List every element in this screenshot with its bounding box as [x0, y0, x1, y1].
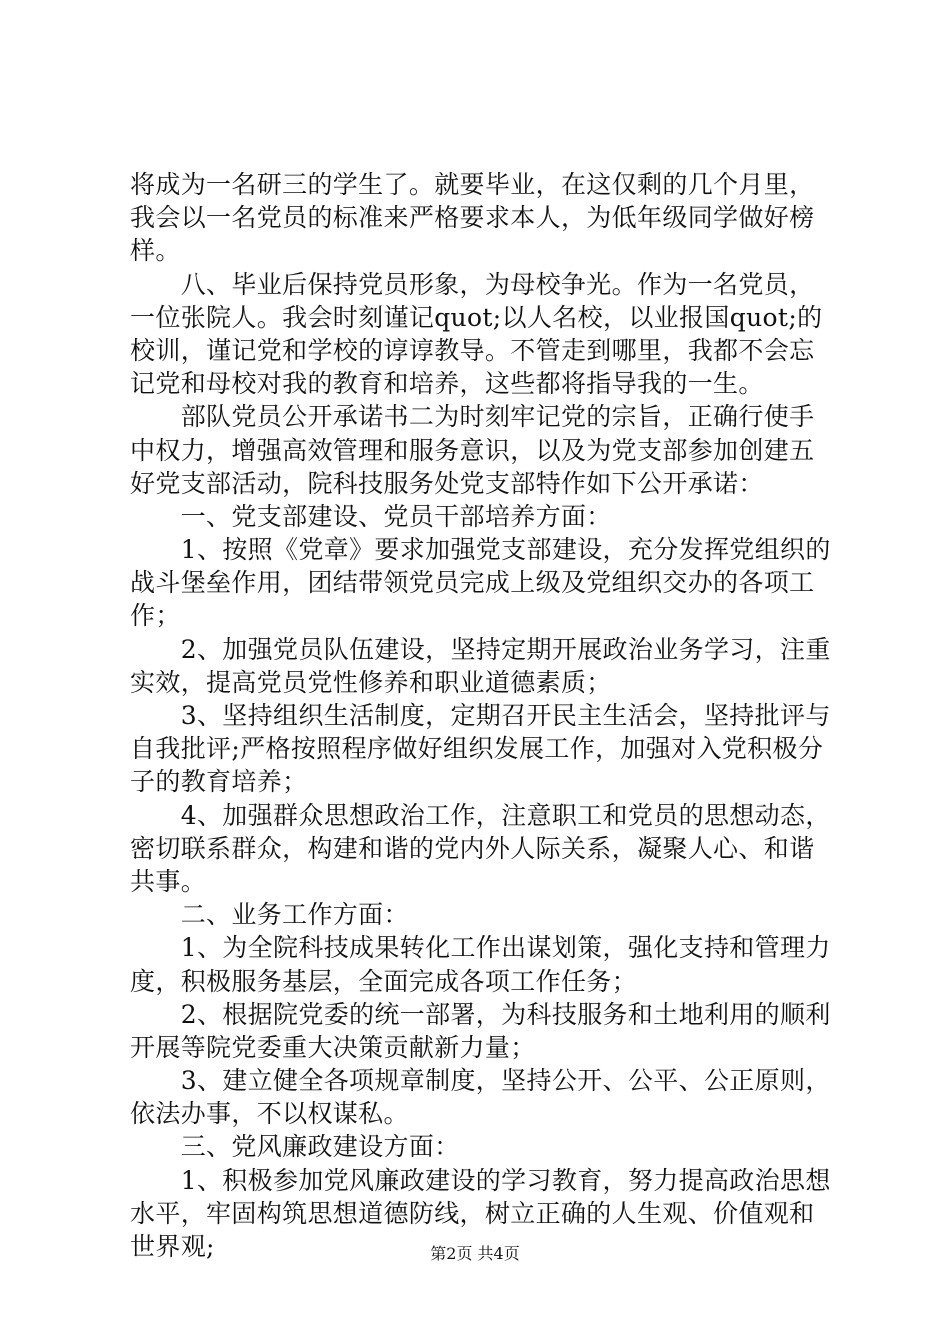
text-line: 2、根据院党委的统一部署，为科技服务和土地利用的顺利: [130, 999, 831, 1029]
text-line: 我会以一名党员的标准来严格要求本人，为低年级同学做好榜: [130, 203, 815, 233]
text-line: 1、积极参加党风廉政建设的学习教育，努力提高政治思想: [130, 1165, 831, 1195]
text-line: 战斗堡垒作用，团结带领党员完成上级及党组织交办的各项工: [130, 568, 815, 598]
text-line: 部队党员公开承诺书二为时刻牢记党的宗旨，正确行使手: [130, 402, 815, 432]
text-line: 水平，牢固构筑思想道德防线，树立正确的人生观、价值观和: [130, 1198, 815, 1228]
text-line: 子的教育培养；: [130, 767, 308, 797]
text-line: 记党和母校对我的教育和培养，这些都将指导我的一生。: [130, 369, 764, 399]
text-line: 密切联系群众，构建和谐的党内外人际关系，凝聚人心、和谐: [130, 833, 815, 863]
text-line: 4、加强群众思想政治工作，注意职工和党员的思想动态，: [130, 800, 831, 830]
text-line: 作；: [130, 601, 181, 631]
text-line: 度，积极服务基层，全面完成各项工作任务；: [130, 966, 638, 996]
text-line: 2、加强党员队伍建设，坚持定期开展政治业务学习，注重: [130, 634, 831, 664]
text-line: 校训，谨记党和学校的谆谆教导。不管走到哪里，我都不会忘: [130, 335, 815, 365]
text-line: 1、为全院科技成果转化工作出谋划策，强化支持和管理力: [130, 933, 831, 963]
text-line: 八、毕业后保持党员形象，为母校争光。作为一名党员，: [130, 269, 815, 299]
text-line: 样。: [130, 236, 181, 266]
text-line: 二、业务工作方面：: [130, 900, 409, 930]
text-line: 共事。: [130, 866, 207, 896]
text-line: 一位张院人。我会时刻谨记quot;以人名校，以业报国quot;的: [130, 302, 823, 332]
text-line: 好党支部活动，院科技服务处党支部特作如下公开承诺：: [130, 468, 764, 498]
document-body: [130, 168, 830, 1263]
text-line: 依法办事，不以权谋私。: [130, 1099, 409, 1129]
text-line: 三、党风廉政建设方面：: [130, 1132, 460, 1162]
text-line: 将成为一名研三的学生了。就要毕业，在这仅剩的几个月里，: [130, 170, 815, 199]
text-line: 一、党支部建设、党员干部培养方面：: [130, 501, 612, 531]
page-number-label: 第2页 共4页: [430, 1244, 520, 1263]
page-footer: [0, 1244, 950, 1264]
text-line: 1、按照《党章》要求加强党支部建设，充分发挥党组织的: [130, 535, 831, 565]
text-line: 实效，提高党员党性修养和职业道德素质；: [130, 667, 612, 697]
text-line: 中权力，增强高效管理和服务意识，以及为党支部参加创建五: [130, 435, 815, 465]
text-line: 世界观;: [130, 1232, 215, 1261]
text-line: 3、建立健全各项规章制度，坚持公开、公平、公正原则，: [130, 1066, 831, 1096]
text-line: 开展等院党委重大决策贡献新力量；: [130, 1032, 536, 1062]
text-line: 自我批评;严格按照程序做好组织发展工作，加强对入党积极分: [130, 734, 824, 764]
text-line: 3、坚持组织生活制度，定期召开民主生活会，坚持批评与: [130, 701, 831, 730]
